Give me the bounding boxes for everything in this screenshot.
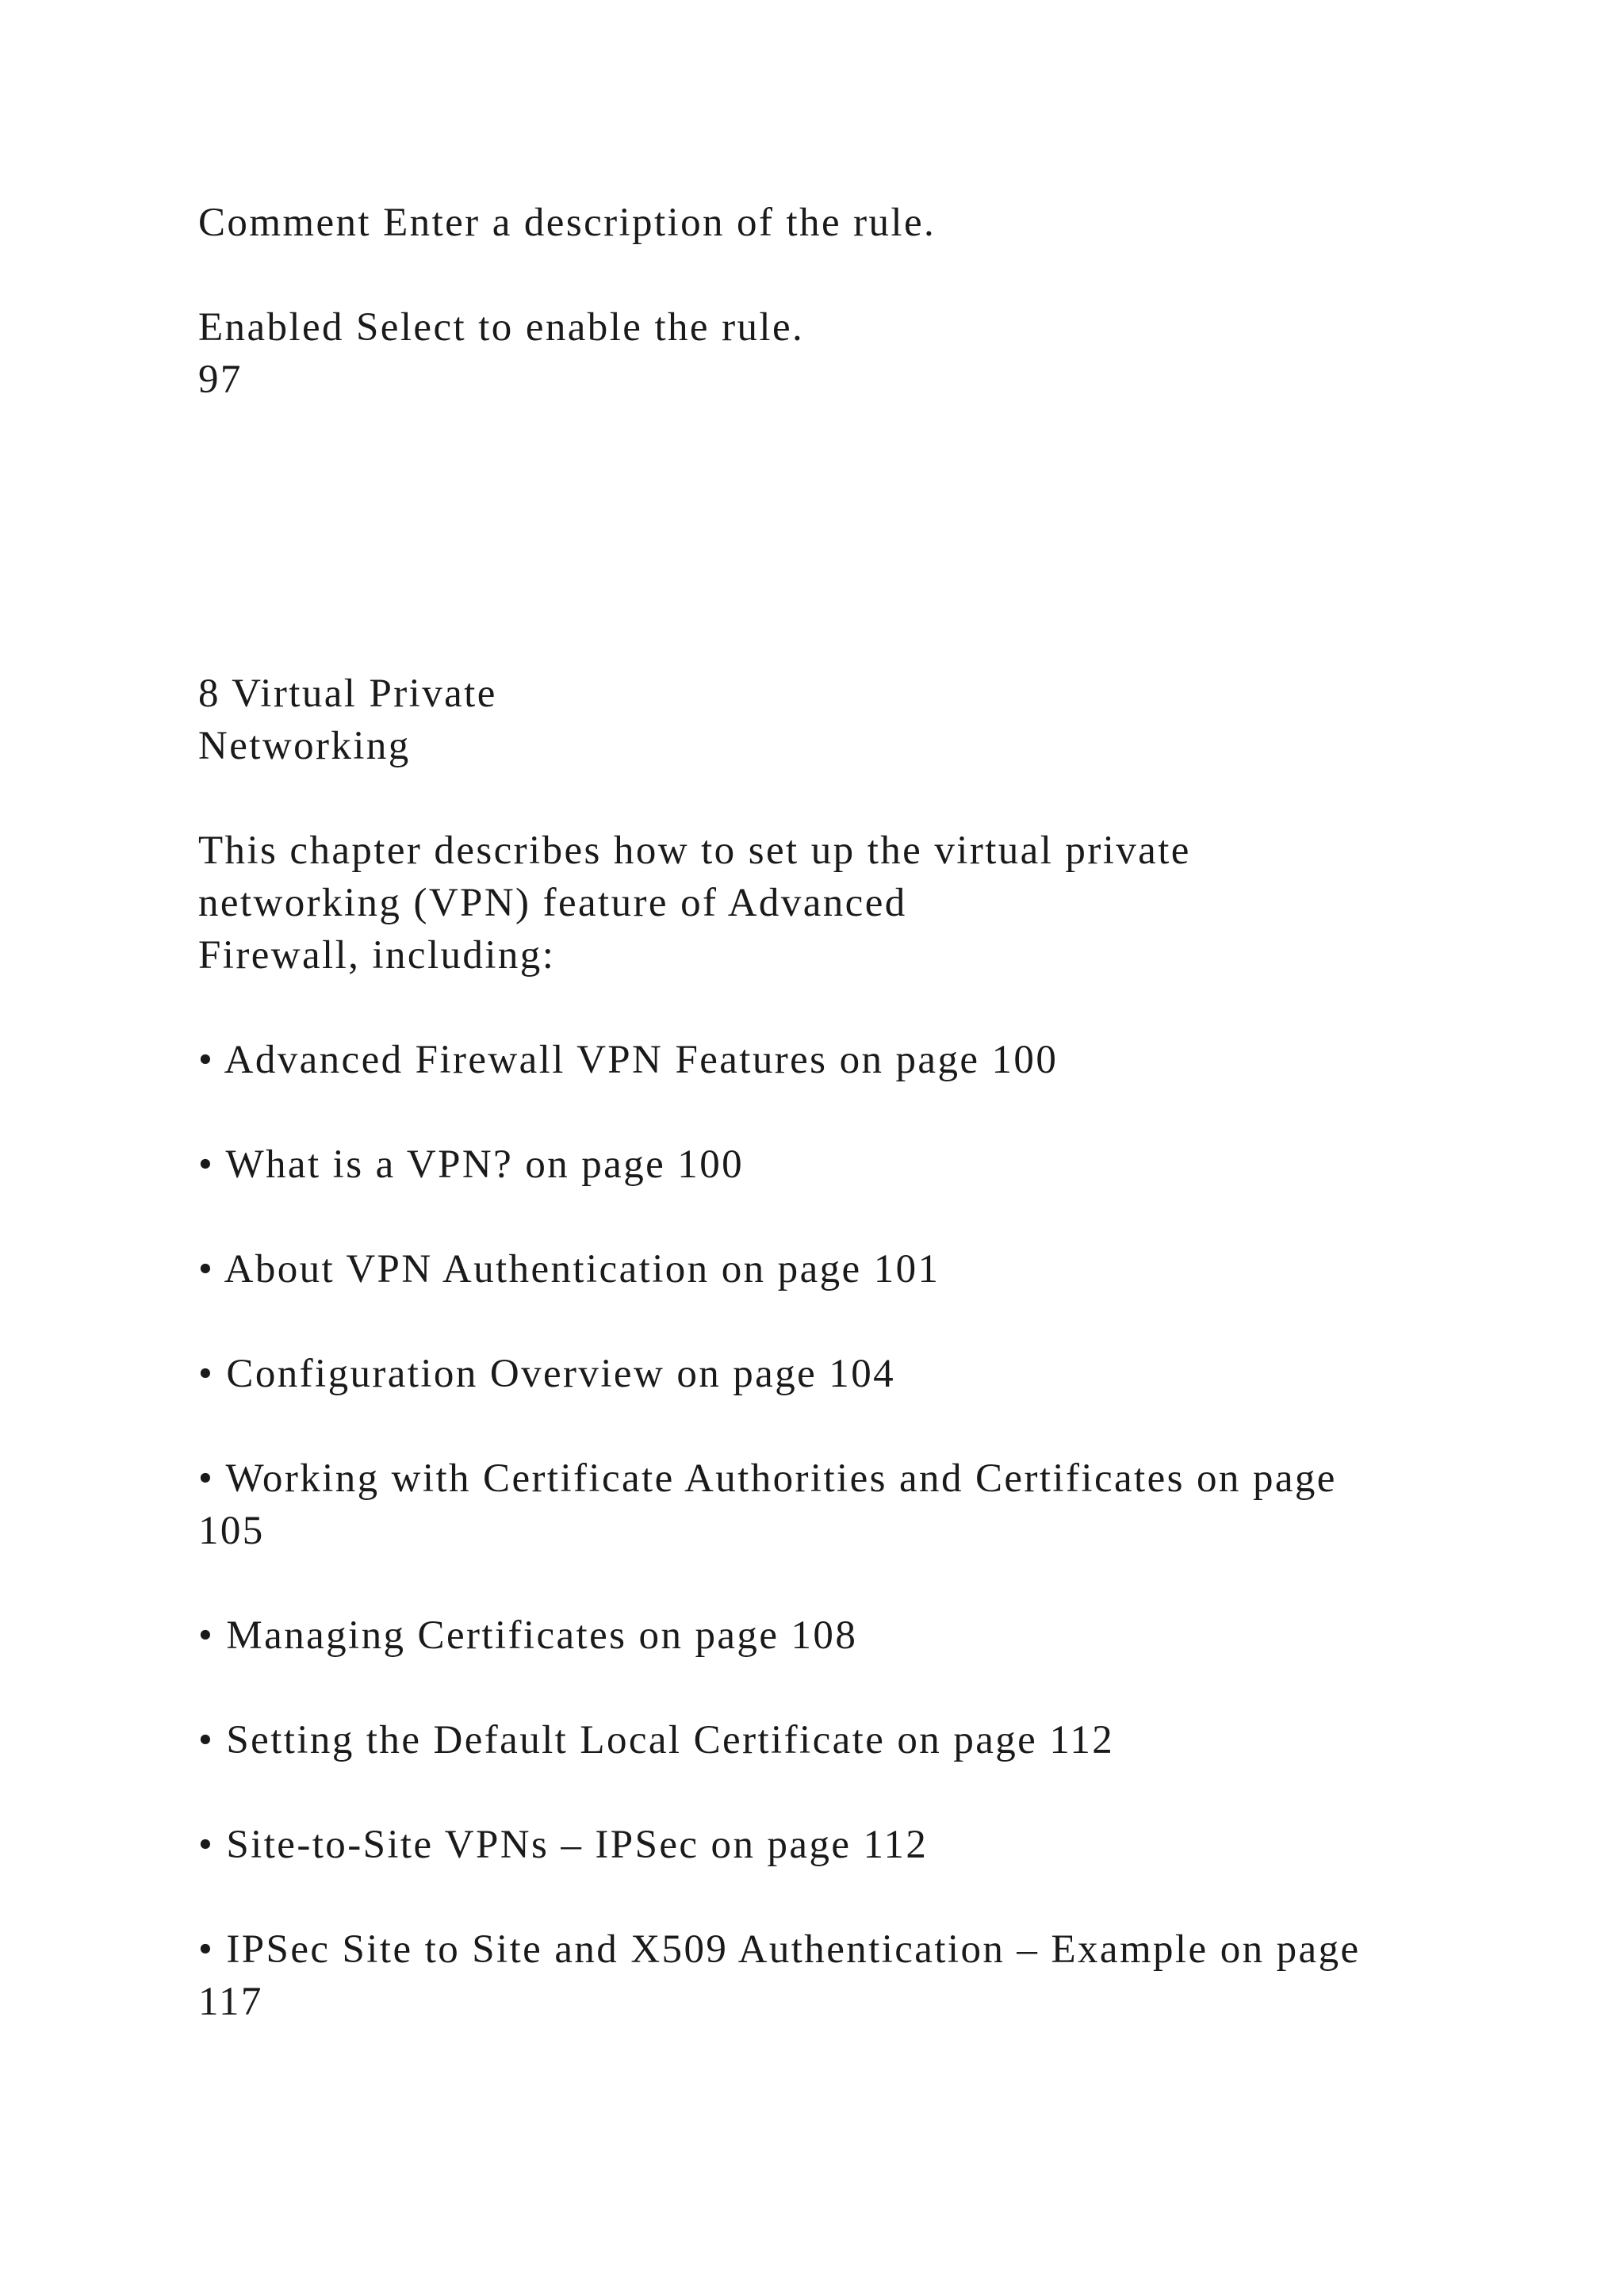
page-number: 97 (198, 358, 243, 402)
toc-item-what-is-vpn: • What is a VPN? on page 100 (198, 1142, 744, 1187)
toc-item-ipsec-x509-example-page: 117 (198, 1980, 263, 2024)
chapter-intro-line-1: This chapter describes how to set up the virtual private (198, 828, 1191, 873)
chapter-heading-line-1: 8 Virtual Private (198, 672, 497, 716)
enabled-row-text: Enabled Select to enable the rule. (198, 305, 805, 350)
toc-item-site-to-site-ipsec: • Site-to-Site VPNs – IPSec on page 112 (198, 1823, 929, 1867)
comment-row-text: Comment Enter a description of the rule. (198, 201, 936, 245)
toc-item-ipsec-x509-example: • IPSec Site to Site and X509 Authentication – Example on page (198, 1927, 1361, 1972)
toc-item-vpn-authentication: • About VPN Authentication on page 101 (198, 1247, 940, 1292)
toc-item-configuration-overview: • Configuration Overview on page 104 (198, 1352, 895, 1396)
chapter-heading-line-2: Networking (198, 724, 411, 768)
toc-item-vpn-features: • Advanced Firewall VPN Features on page 100 (198, 1038, 1059, 1082)
toc-item-certificate-authorities-page: 105 (198, 1509, 265, 1553)
chapter-intro-line-2: networking (VPN) feature of Advanced (198, 881, 907, 925)
toc-item-managing-certificates: • Managing Certificates on page 108 (198, 1613, 858, 1658)
chapter-intro-line-3: Firewall, including: (198, 933, 556, 978)
toc-item-default-local-certificate: • Setting the Default Local Certificate on page 112 (198, 1718, 1115, 1762)
toc-item-certificate-authorities: • Working with Certificate Authorities and Certificates on page (198, 1456, 1337, 1501)
